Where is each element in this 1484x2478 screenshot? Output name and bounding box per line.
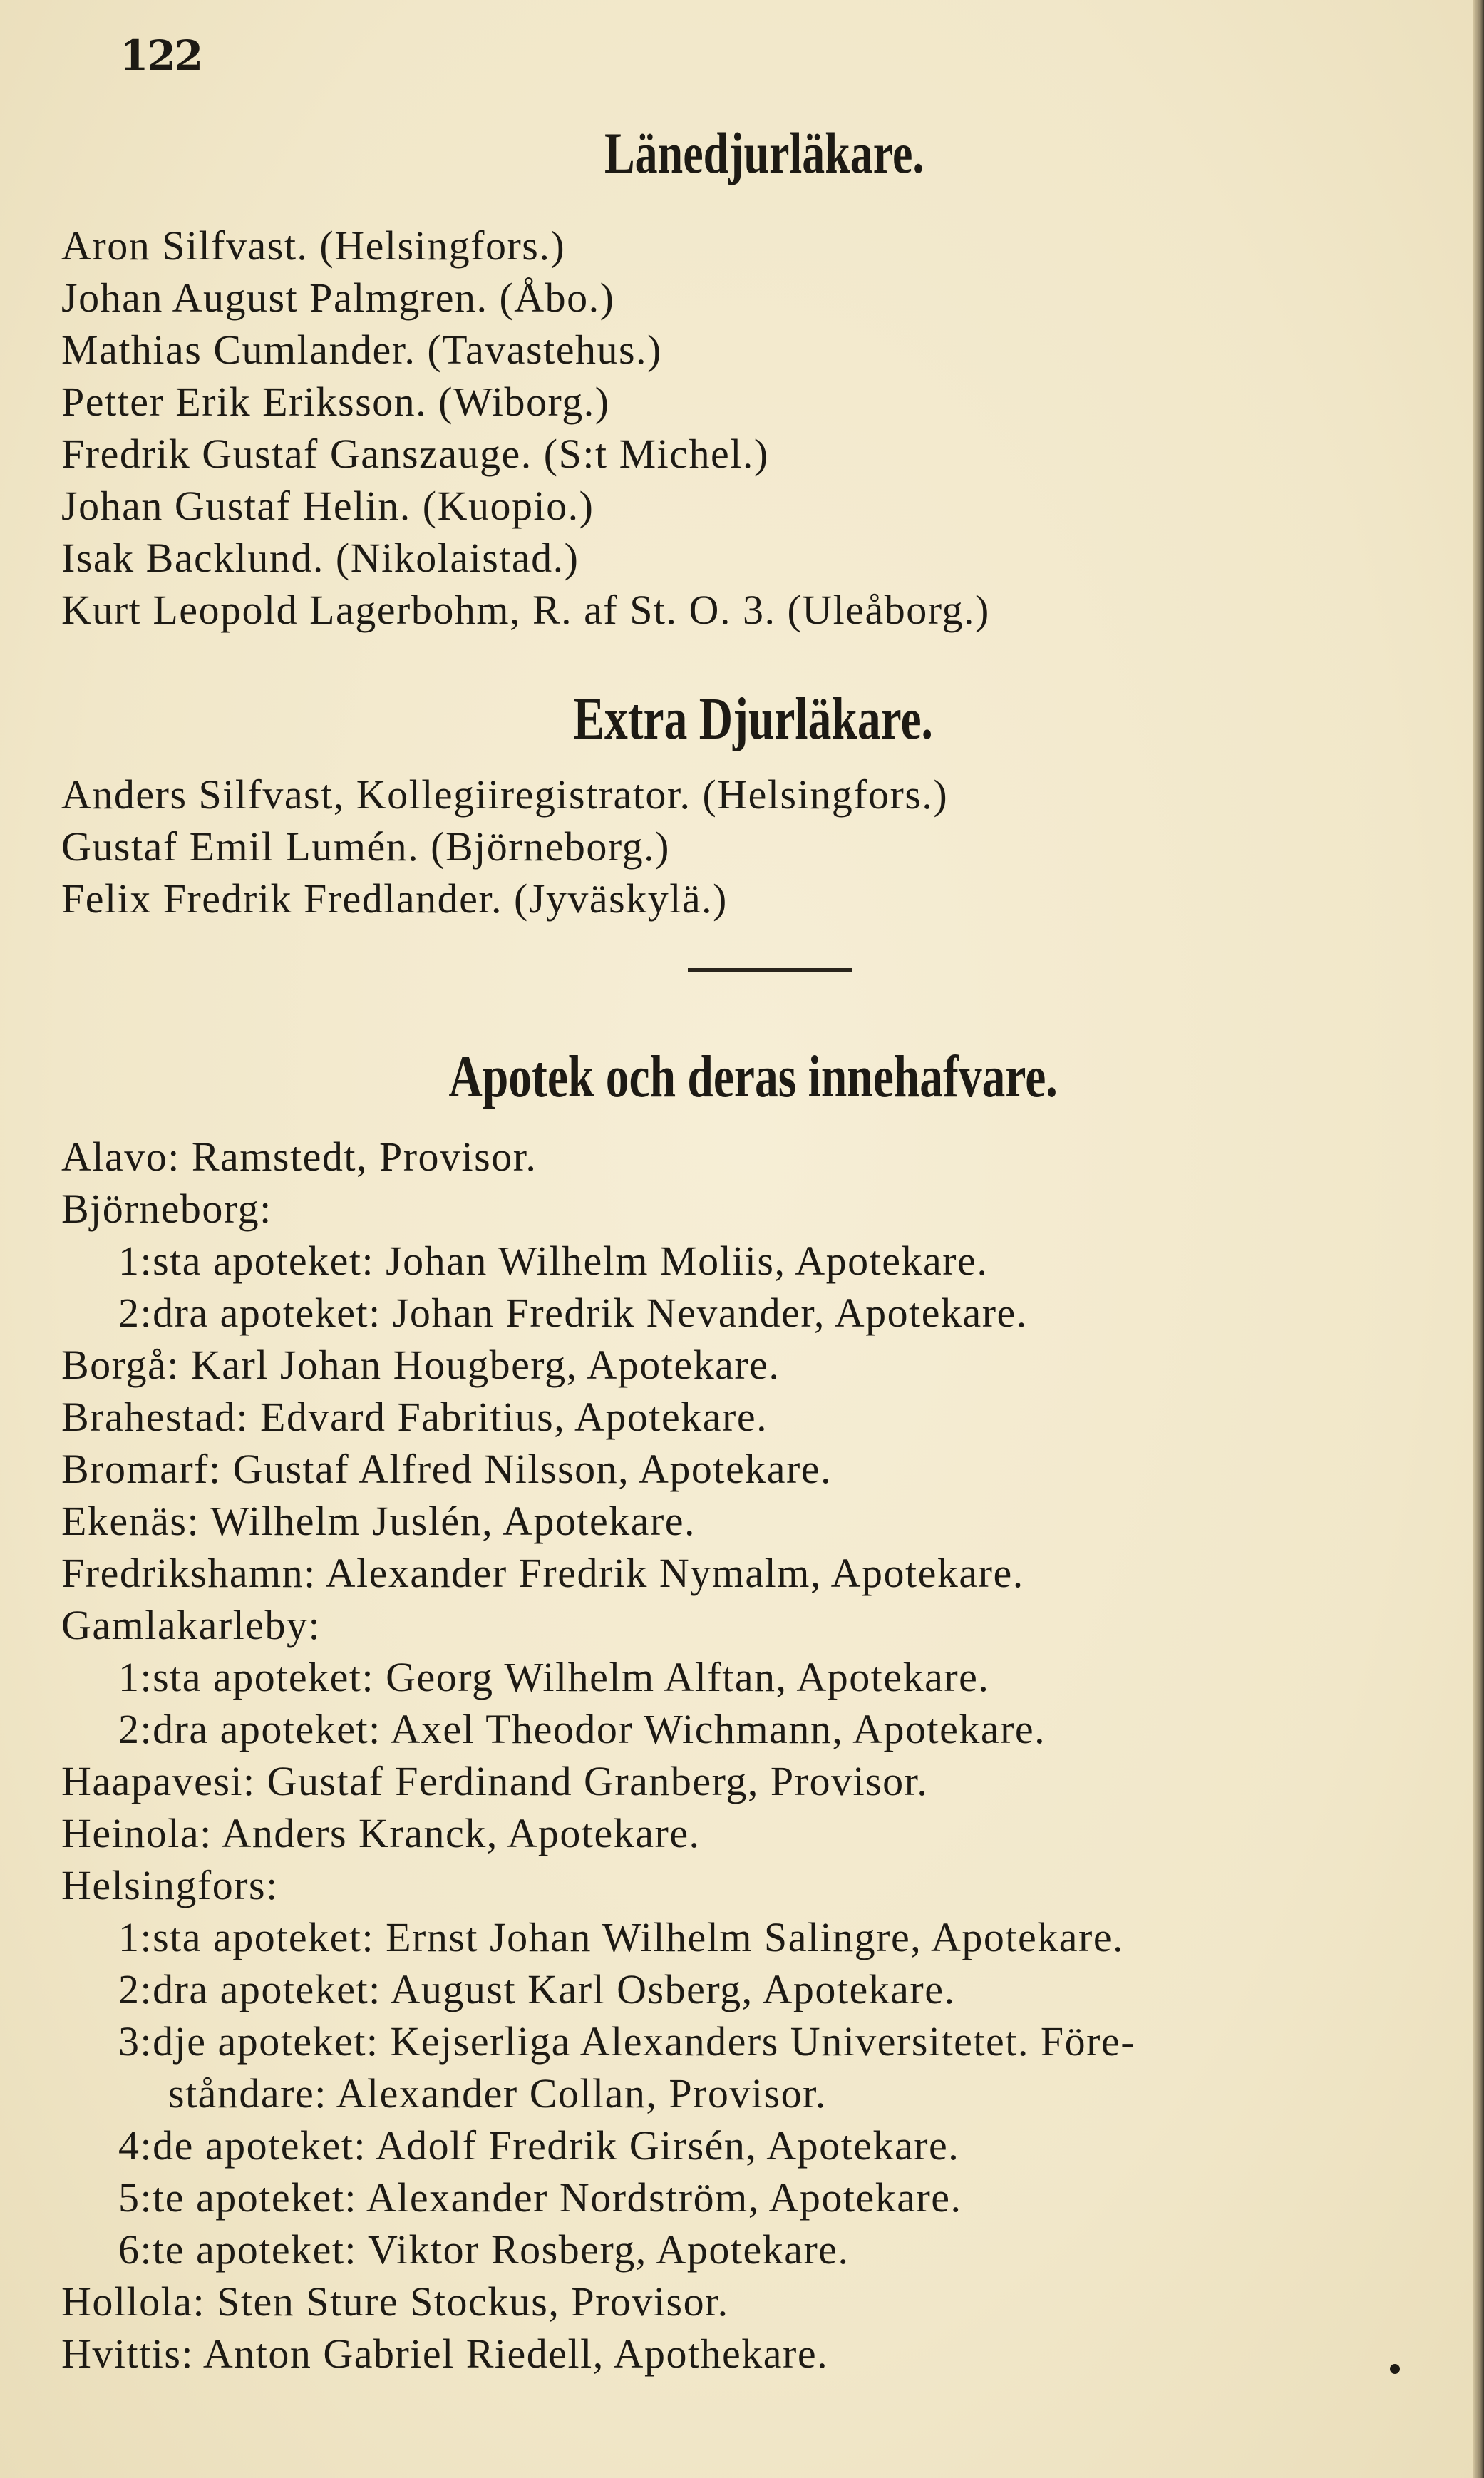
list-item: Gustaf Emil Lumén. (Björneborg.) (61, 823, 670, 870)
list-item: 6:te apoteket: Viktor Rosberg, Apotekare. (118, 2226, 850, 2273)
list-item: Petter Erik Eriksson. (Wiborg.) (61, 379, 610, 425)
list-item: 1:sta apoteket: Ernst Johan Wilhelm Salingre, Apotekare. (118, 1914, 1125, 1960)
list-item: ståndare: Alexander Collan, Provisor. (168, 2070, 827, 2117)
list-item: 5:te apoteket: Alexander Nordström, Apotekare. (118, 2174, 962, 2221)
list-lanedjurlakare (61, 220, 990, 636)
list-item: 1:sta apoteket: Georg Wilhelm Alftan, Apotekare. (118, 1654, 990, 1700)
list-item: Hollola: Sten Sture Stockus, Provisor. (61, 2278, 729, 2325)
list-item: Kurt Leopold Lagerbohm, R. af St. O. 3. (Uleåborg.) (61, 587, 990, 633)
list-item: 2:dra apoteket: August Karl Osberg, Apotekare. (118, 1966, 956, 2012)
list-item: Fredrikshamn: Alexander Fredrik Nymalm, Apotekare. (61, 1550, 1024, 1596)
section-divider (688, 968, 852, 972)
list-item: 2:dra apoteket: Axel Theodor Wichmann, Apotekare. (118, 1706, 1046, 1752)
heading-apotek: Apotek och deras innehafvare. (448, 1044, 1058, 1110)
list-item: Anders Silfvast, Kollegiiregistrator. (Helsingfors.) (61, 771, 949, 818)
page-edge-shadow (1473, 0, 1484, 2478)
list-item: Hvittis: Anton Gabriel Riedell, Apothekare. (61, 2330, 829, 2377)
list-item: Haapavesi: Gustaf Ferdinand Granberg, Provisor. (61, 1758, 929, 1804)
heading-extra-djurlakare: Extra Djurläkare. (573, 686, 933, 752)
list-item: Helsingfors: (61, 1862, 279, 1908)
page-number: 122 (120, 31, 202, 80)
list-item: Björneborg: (61, 1186, 272, 1232)
list-item: Aron Silfvast. (Helsingfors.) (61, 222, 566, 269)
list-item: Borgå: Karl Johan Hougberg, Apotekare. (61, 1342, 780, 1388)
list-item: 4:de apoteket: Adolf Fredrik Girsén, Apotekare. (118, 2122, 960, 2169)
list-item: Felix Fredrik Fredlander. (Jyväskylä.) (61, 875, 728, 922)
list-item: Johan Gustaf Helin. (Kuopio.) (61, 483, 594, 529)
list-item: 1:sta apoteket: Johan Wilhelm Moliis, Apotekare. (118, 1238, 989, 1284)
list-item: Bromarf: Gustaf Alfred Nilsson, Apotekare. (61, 1446, 833, 1492)
list-item: Mathias Cumlander. (Tavastehus.) (61, 327, 662, 373)
list-extra-djurlakare (61, 768, 948, 925)
ink-dot (1390, 2364, 1400, 2374)
heading-lanedjurlakare: Länedjurläkare. (604, 120, 924, 185)
list-item: 2:dra apoteket: Johan Fredrik Nevander, Apotekare. (118, 1290, 1028, 1336)
list-item: Ekenäs: Wilhelm Juslén, Apotekare. (61, 1498, 696, 1544)
list-item: Isak Backlund. (Nikolaistad.) (61, 535, 579, 581)
list-item: Gamlakarleby: (61, 1602, 321, 1648)
list-item: Brahestad: Edvard Fabritius, Apotekare. (61, 1394, 768, 1440)
list-apotek (61, 1131, 1135, 2380)
list-item: Fredrik Gustaf Ganszauge. (S:t Michel.) (61, 431, 769, 477)
list-item: Johan August Palmgren. (Åbo.) (61, 274, 615, 321)
list-item: 3:dje apoteket: Kejserliga Alexanders Universitetet. Före- (118, 2018, 1136, 2065)
list-item: Heinola: Anders Kranck, Apotekare. (61, 1810, 701, 1856)
list-item: Alavo: Ramstedt, Provisor. (61, 1133, 537, 1180)
